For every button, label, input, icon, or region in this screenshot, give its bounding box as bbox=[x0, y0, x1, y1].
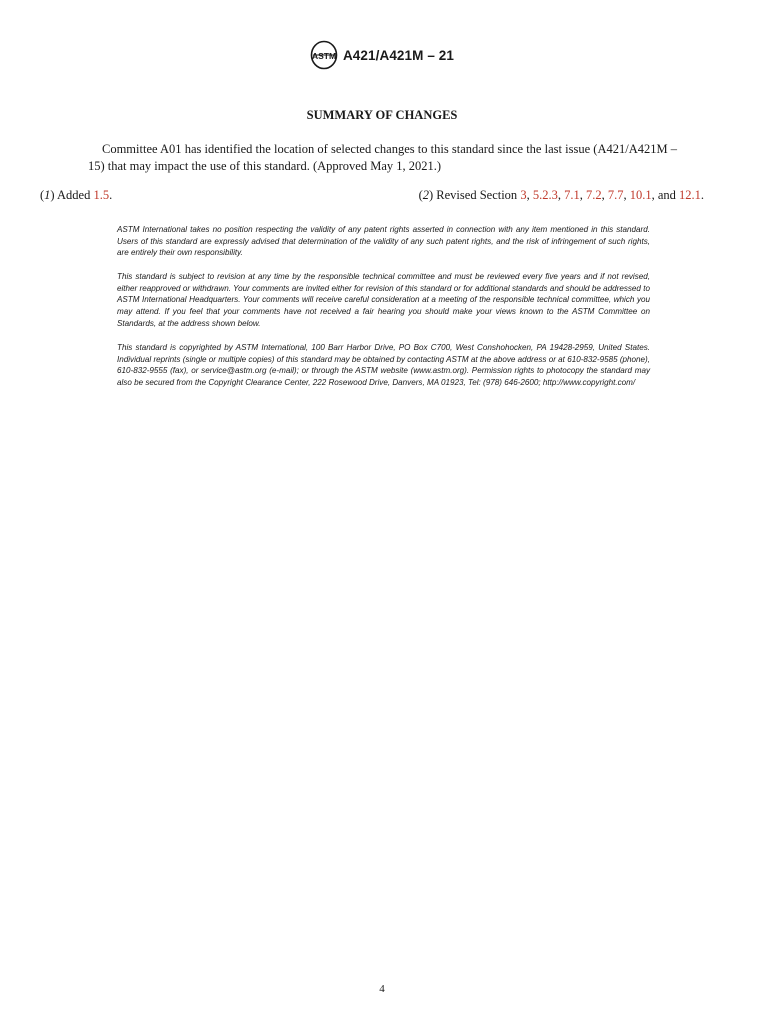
section-ref-link[interactable]: 1.5 bbox=[93, 188, 110, 202]
change-conjunction: and bbox=[657, 188, 676, 202]
copyright-notice: This standard is copyrighted by ASTM International, 100 Barr Harbor Drive, PO Box C700, West Conshohocken, PA 19428-2959, United States. Individual reprints (single or multiple copies) of this standard may be obtained by contacting ASTM at the above address or at 610-832-9585 (phone), 610-832-9555 (fax), or service@astm.org (e-mail); or through the ASTM website (www.astm.org). Permission rights to photocopy the standard may also be secured from the Copyright Clearance Center, 222 Rosewood Drive, Danvers, MA 01923, Tel: (978) 646-2600; http://www.copyright.com/ bbox=[117, 343, 650, 388]
revision-notice: This standard is subject to revision at any time by the responsible technical committee and must be reviewed every five years and if not revised, either reapproved or withdrawn. Your comments are invited either for revision of this standard or for additional standards and should be addressed to ASTM International Headquarters. Your comments will receive careful consideration at a meeting of the responsible technical committee, which you may attend. If you feel that your comments have not received a fair hearing you should make your views known to the ASTM Committee on Standards, at the address shown below. bbox=[117, 272, 650, 328]
summary-title: SUMMARY OF CHANGES bbox=[306, 108, 458, 122]
section-ref-link[interactable]: 12.1 bbox=[679, 188, 701, 202]
astm-logo-icon bbox=[310, 40, 338, 70]
section-ref-link[interactable]: 5.2.3 bbox=[532, 188, 558, 202]
section-ref-link[interactable]: 10.1 bbox=[629, 188, 652, 202]
change-item-text: Added bbox=[57, 188, 91, 202]
change-item-number: 1 bbox=[44, 188, 51, 202]
section-ref-link[interactable]: 3 bbox=[520, 188, 527, 202]
section-ref-link[interactable]: 7.7 bbox=[607, 188, 624, 202]
change-item-2: (2) Revised Section 3, 5.2.3, 7.1, 7.2, 7.7, 10.1, and 12.1. bbox=[418, 188, 704, 202]
document-designation: A421/A421M – 21 bbox=[342, 47, 455, 63]
intro-line-2: (A421/A421M – 15) that may impact the use of this standard. (Approved May 1, 2021.) bbox=[88, 142, 678, 173]
section-ref-link[interactable]: 7.2 bbox=[585, 188, 602, 202]
astm-logo-text: ASTM bbox=[311, 51, 336, 61]
change-item-text: Revised Section bbox=[436, 188, 518, 202]
summary-intro bbox=[88, 141, 677, 175]
page-number: 4 bbox=[379, 983, 385, 995]
document-header bbox=[0, 40, 764, 70]
changes-list bbox=[40, 188, 704, 203]
change-item-number: 2 bbox=[422, 188, 429, 202]
change-item-1: (1) Added 1.5. bbox=[40, 188, 113, 202]
patent-notice: ASTM International takes no position respecting the validity of any patent rights asserted in connection with any item mentioned in this standard. Users of this standard are expressly advised that determination of the validity of any such patent rights, and the risk of infringement of such rights, are entirely their own responsibility. bbox=[117, 225, 650, 258]
section-ref-link[interactable]: 7.1 bbox=[564, 188, 580, 202]
intro-line-1: Committee A01 has identified the location of selected changes to this standard since the last issue bbox=[102, 142, 591, 156]
